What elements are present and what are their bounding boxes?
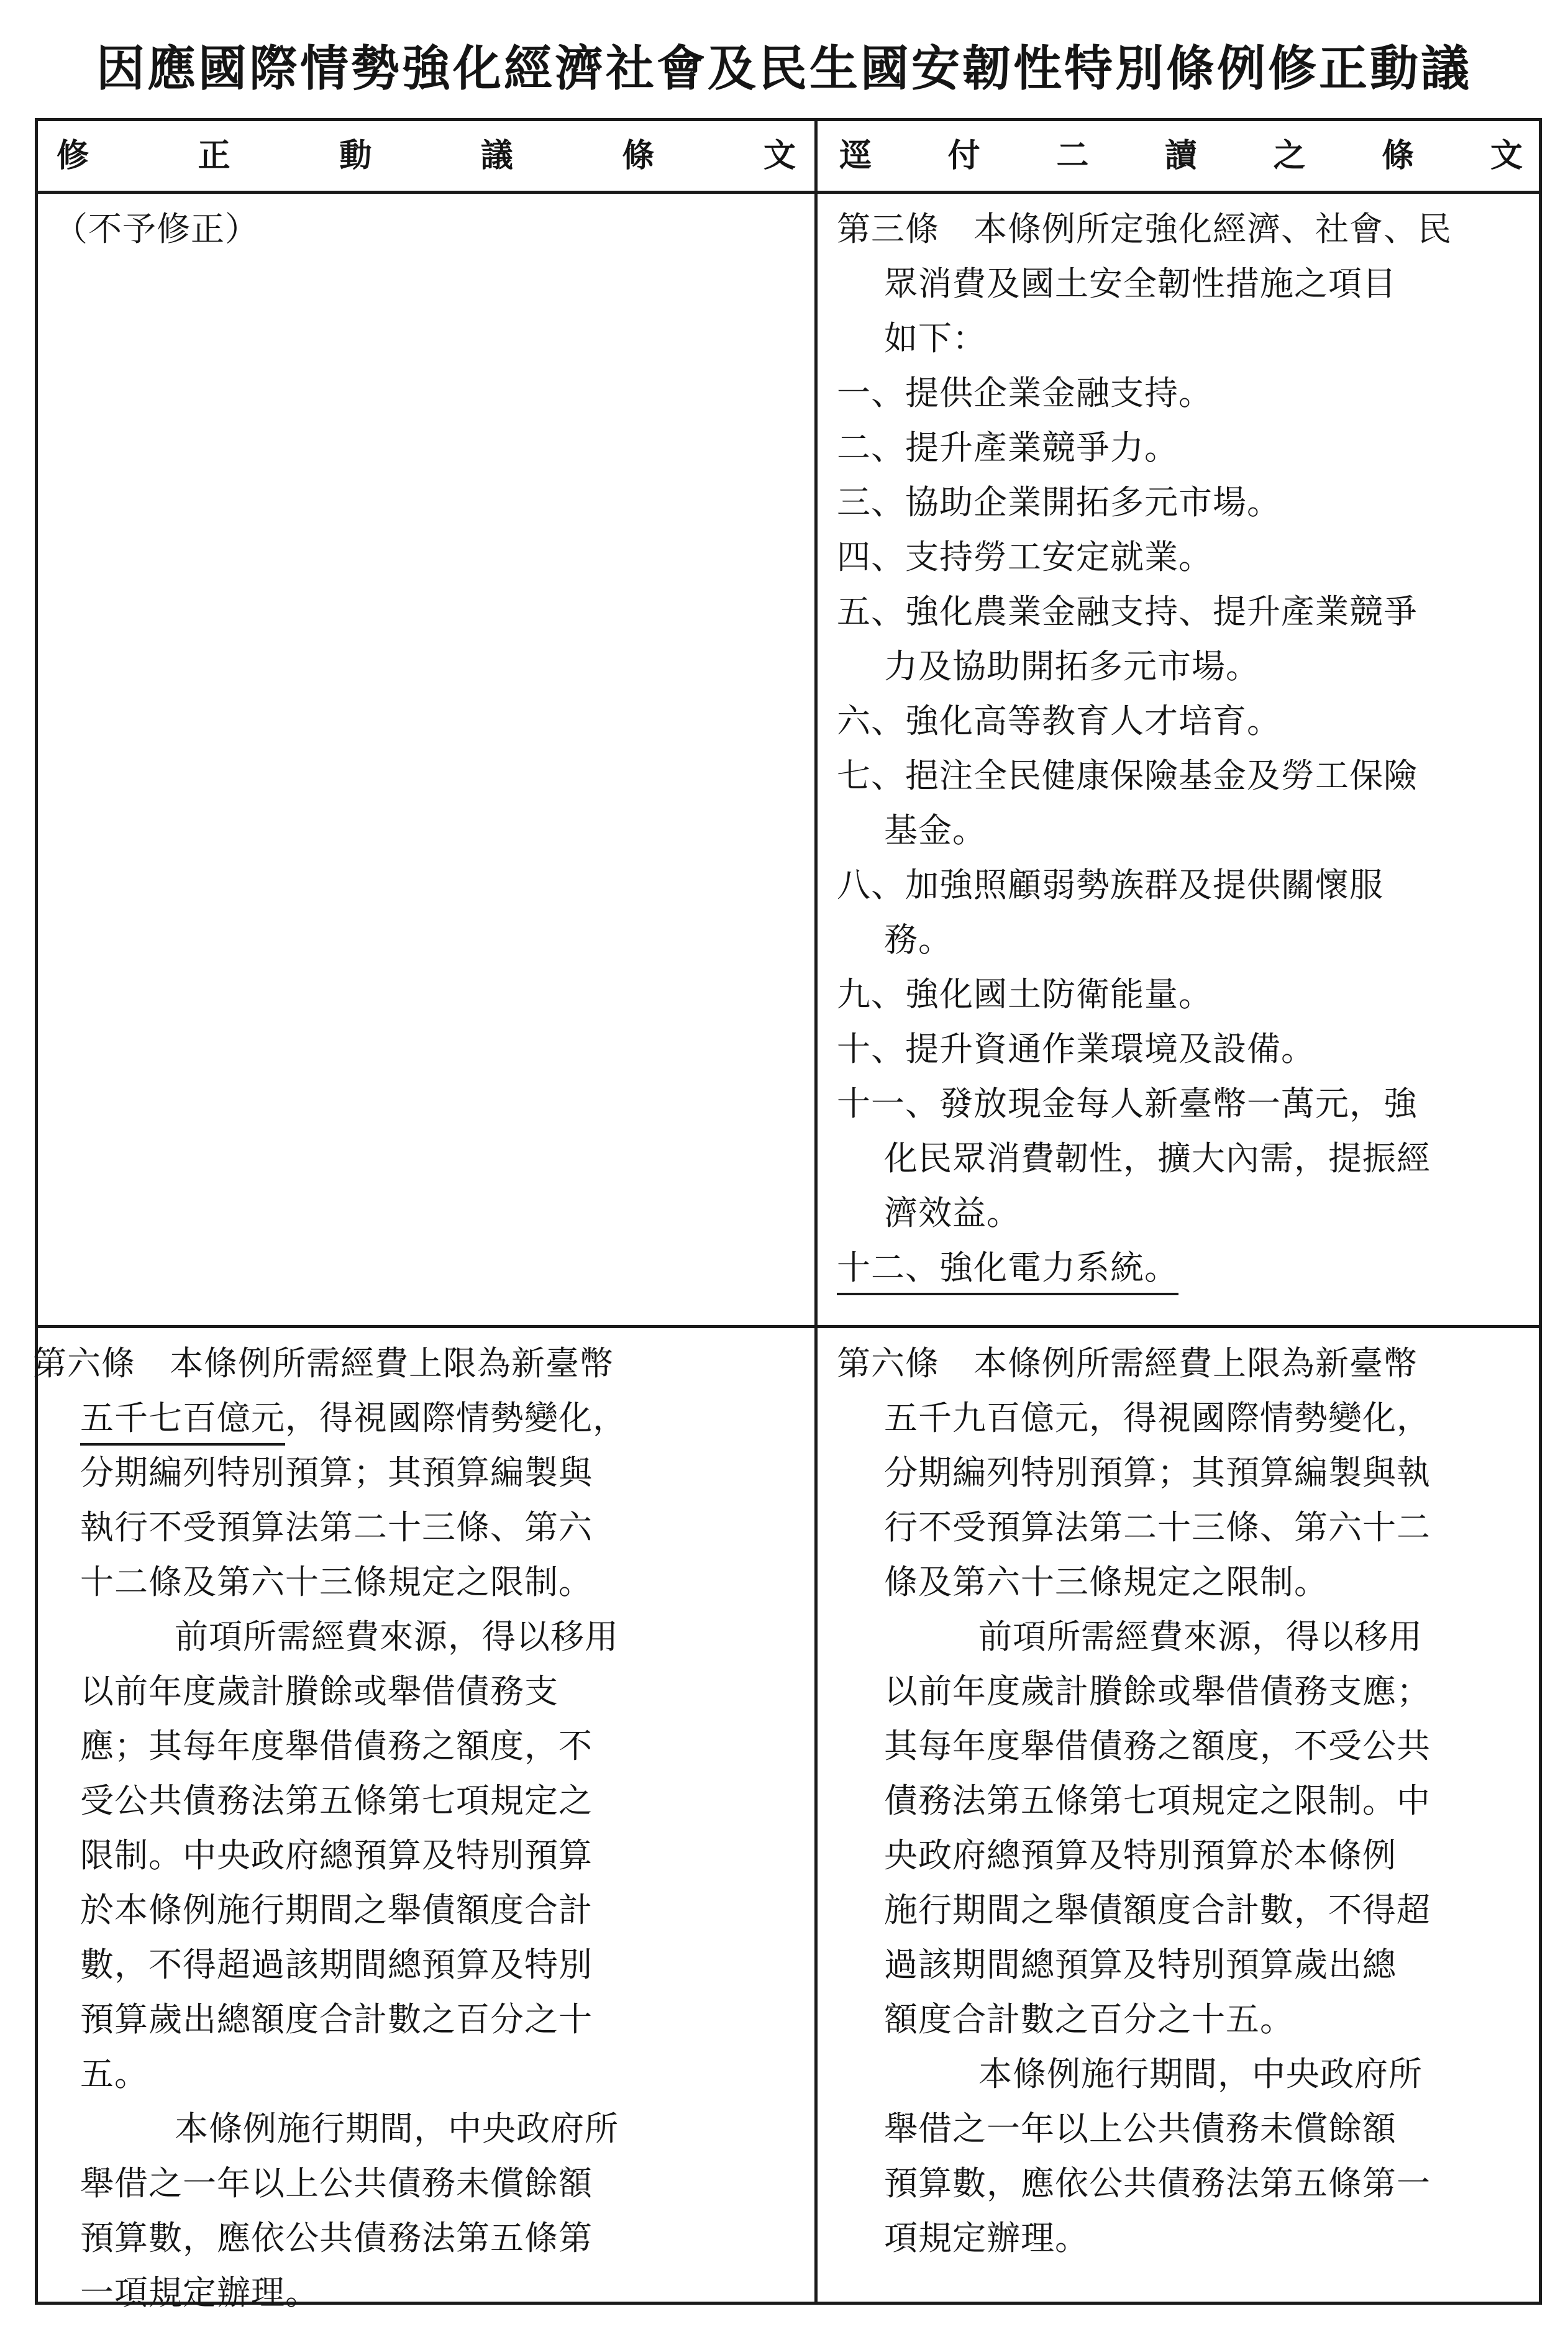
- article6-text: 預算歲出總額度合計數之百分之十: [80, 2000, 593, 2039]
- header-left-char: 議: [480, 137, 513, 175]
- article6-text: 舉借之一年以上公共債務未償餘額: [884, 2109, 1397, 2148]
- article6-text: 行不受預算法第二十三條、第六十二: [884, 1508, 1431, 1547]
- article3-item-cont: 力及協助開拓多元市場。: [884, 647, 1260, 686]
- amount-rest: ，得視國際情勢變化，: [285, 1398, 627, 1438]
- header-right-char: 條: [1382, 137, 1415, 175]
- article6-text: 五千九百億元，得視國際情勢變化，: [884, 1398, 1431, 1438]
- article6-text: 過該期間總預算及特別預算歲出總: [884, 1945, 1397, 1984]
- article3-item-cont: 化民眾消費韌性，擴大內需，提振經: [884, 1139, 1431, 1178]
- article6-text: 應；其每年度舉借債務之額度，不: [80, 1726, 593, 1766]
- row1-left-cell: [54, 202, 800, 257]
- article6-lead: 第六條 本條例所需經費上限為新臺幣: [33, 1344, 614, 1383]
- article6-text: 於本條例施行期間之舉債額度合計: [80, 1890, 593, 1930]
- article6-text: 預算數，應依公共債務法第五條第一: [884, 2164, 1431, 2203]
- article6-text: 以前年度歲計賸餘或舉借債務支: [80, 1672, 558, 1711]
- article6-text: 受公共債務法第五條第七項規定之: [80, 1781, 593, 1820]
- header-right-char: 文: [1490, 137, 1523, 175]
- header-right-char: 付: [947, 137, 980, 175]
- header-left-char: 正: [198, 137, 230, 175]
- header-right-char: 二: [1056, 137, 1089, 175]
- article3-item: 一、提供企業金融支持。: [837, 373, 1213, 412]
- header-left-char: 條: [622, 137, 655, 175]
- article3-item-underlined: 十二、強化電力系統。: [837, 1243, 1178, 1295]
- article3-item-cont: 濟效益。: [884, 1193, 1021, 1233]
- article3-item: 七、挹注全民健康保險基金及勞工保險: [837, 756, 1418, 795]
- article3-item: 四、支持勞工安定就業。: [837, 537, 1213, 576]
- article6-text: 額度合計數之百分之十五。: [884, 2000, 1294, 2039]
- row2-right-cell: [837, 1336, 1533, 2266]
- article6-para3: 本條例施行期間，中央政府所: [175, 2109, 619, 2148]
- article6-text: 債務法第五條第七項規定之限制。中: [884, 1781, 1431, 1820]
- article3-lead-cont: 眾消費及國土安全韌性措施之項目: [884, 264, 1397, 303]
- article3-lead-cont: 如下：: [884, 319, 987, 358]
- article6-text: 十二條及第六十三條規定之限制。: [80, 1562, 593, 1602]
- article6-text: 執行不受預算法第二十三條、第六: [80, 1508, 593, 1547]
- article6-para3: 本條例施行期間，中央政府所: [978, 2054, 1423, 2094]
- no-amendment-note: （不予修正）: [54, 209, 259, 248]
- article3-lead: 第三條 本條例所定強化經濟、社會、民: [837, 209, 1452, 248]
- row1-right-cell: [837, 202, 1526, 1295]
- header-right-char: 之: [1273, 137, 1306, 175]
- article6-lead: 第六條 本條例所需經費上限為新臺幣: [837, 1344, 1418, 1383]
- article6-text: 分期編列特別預算；其預算編製與: [80, 1453, 593, 1492]
- header-left-char: 修: [57, 137, 89, 175]
- article3-item: 二、提升產業競爭力。: [837, 428, 1178, 467]
- article6-text: 以前年度歲計賸餘或舉借債務支應；: [884, 1672, 1431, 1711]
- document-title: 因應國際情勢強化經濟社會及民生國安韌性特別條例修正動議: [96, 40, 1472, 97]
- article3-item-cont: 基金。: [884, 811, 987, 850]
- article6-text: 五。: [80, 2054, 148, 2094]
- row2-left-cell: [33, 1336, 809, 2320]
- article6-text: 央政府總預算及特別預算於本條例: [884, 1836, 1397, 1875]
- article6-text: 條及第六十三條規定之限制。: [884, 1562, 1328, 1602]
- article3-item: 九、強化國土防衛能量。: [837, 975, 1213, 1014]
- article3-item-new: [837, 1241, 1526, 1295]
- article3-item: 十一、發放現金每人新臺幣一萬元，強: [837, 1084, 1418, 1123]
- article6-para2: 前項所需經費來源，得以移用: [175, 1617, 619, 1656]
- header-rule: [38, 191, 1539, 194]
- article6-text: 其每年度舉借債務之額度，不受公共: [884, 1726, 1431, 1766]
- article6-text: 預算數，應依公共債務法第五條第: [80, 2218, 593, 2258]
- article3-item: 十、提升資通作業環境及設備。: [837, 1029, 1315, 1068]
- article6-para2: 前項所需經費來源，得以移用: [978, 1617, 1423, 1656]
- header-right: [839, 121, 1523, 191]
- article6-text: 一項規定辦理。: [80, 2273, 319, 2312]
- article3-item: 五、強化農業金融支持、提升產業競爭: [837, 592, 1418, 631]
- article3-item: 六、強化高等教育人才培育。: [837, 701, 1281, 740]
- header-right-char: 逕: [839, 137, 872, 175]
- comparison-table: [33, 118, 1542, 2312]
- header-left: [57, 121, 796, 191]
- article6-text: 舉借之一年以上公共債務未償餘額: [80, 2164, 593, 2203]
- header-left-char: 文: [763, 137, 796, 175]
- article3-item: 八、加強照顧弱勢族群及提供關懷服: [837, 865, 1383, 904]
- article6-text: 項規定辦理。: [884, 2218, 1089, 2258]
- header-left-char: 動: [339, 137, 372, 175]
- row-rule: [38, 1325, 1539, 1328]
- article6-text: 施行期間之舉債額度合計數，不得超: [884, 1890, 1431, 1930]
- article6-text: 分期編列特別預算；其預算編製與執: [884, 1453, 1431, 1492]
- article6-amount-line: [33, 1391, 809, 1446]
- amended-amount: 五千七百億元: [80, 1393, 285, 1446]
- article3-item: 三、協助企業開拓多元市場。: [837, 483, 1281, 522]
- article6-text: 限制。中央政府總預算及特別預算: [80, 1836, 593, 1875]
- header-right-char: 讀: [1164, 137, 1197, 175]
- column-divider: [814, 121, 818, 2302]
- article6-text: 數，不得超過該期間總預算及特別: [80, 1945, 593, 1984]
- article3-item-cont: 務。: [884, 920, 952, 959]
